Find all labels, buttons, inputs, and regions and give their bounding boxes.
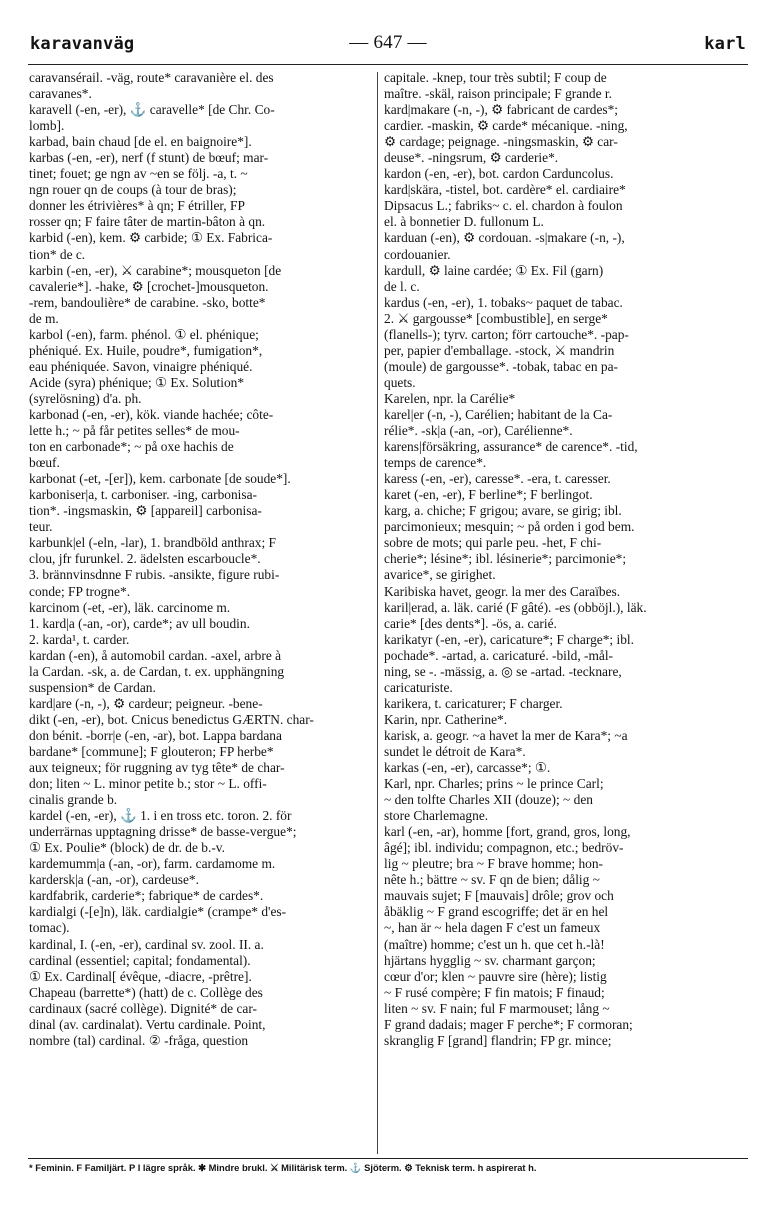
dictionary-line: cardinal (essentiel; capital; fondamental). (29, 952, 251, 968)
dictionary-line: (flanells-); tyrv. carton; förr cartouche*. -pap- (384, 326, 629, 342)
dictionary-line: clou, jfr furunkel. 2. ädelsten escarboucle*. (29, 551, 261, 567)
dictionary-line: skranglig F [grand] flandrin; FP gr. mince; (384, 1032, 612, 1048)
left-column (29, 70, 369, 1156)
right-column (384, 70, 748, 1156)
page-number: — 647 — (349, 32, 427, 53)
dictionary-line: lomb]. (29, 118, 65, 134)
column-divider (377, 72, 378, 1154)
dictionary-line: deuse*. -ningsrum, ⚙ carderie*. (384, 150, 559, 166)
dictionary-line: ⚙ cardage; peignage. -ningsmaskin, ⚙ car- (384, 134, 618, 150)
dictionary-line: dinal (av. cardinalat). Vertu cardinale. Point, (29, 1016, 266, 1032)
abbreviation-legend: * Feminin. F Familjärt. P I lägre språk. ✱ Mindre brukl. ⚔ Militärisk term. ⚓ Sjöterm. ⚙ Teknisk term. h aspirerat h. (29, 1162, 537, 1173)
dictionary-line: 2. ⚔ gargousse* [combustible], en serge* (384, 310, 608, 326)
dictionary-line: cardinaux (sacré collège). Dignité* de car- (29, 1000, 257, 1016)
dictionary-line: -rem, bandoulière* de carabine. -sko, botte* (29, 294, 266, 310)
dictionary-line: 1. kard|a (-an, -or), carde*; av ull boudin. (29, 615, 250, 631)
dictionary-line: tion*. -ingsmaskin, ⚙ [appareil] carbonisa- (29, 503, 262, 519)
dictionary-line: aux teigneux; för ruggning av tyg tête* de char- (29, 760, 285, 776)
dictionary-line: karikatyr (-en, -er), caricature*; F charge*; ibl. (384, 631, 634, 647)
dictionary-line: sundet le détroit de Kara*. (384, 743, 526, 759)
dictionary-line: kardemumm|a (-an, -or), farm. cardamome m. (29, 856, 276, 872)
dictionary-line: rosser qn; F faire tâter de martin-bâton à qn. (29, 214, 266, 230)
dictionary-line: avarice*, se girighet. (384, 567, 496, 583)
dictionary-line: quets. (384, 374, 416, 390)
dictionary-line: kardull, ⚙ laine cardée; ① Ex. Fil (garn) (384, 262, 604, 278)
dictionary-line: caricaturiste. (384, 679, 453, 695)
dictionary-line: kardialgi (-[e]n), läk. cardialgie* (crampe* d'es- (29, 904, 287, 920)
dictionary-line: karbid (-en), kem. ⚙ carbide; ① Ex. Fabrica- (29, 230, 273, 246)
dictionary-line: el. à bonnetier D. fullonum L. (384, 214, 544, 230)
footer-rule (28, 1158, 748, 1159)
dictionary-line: suspension* de Cardan. (29, 679, 156, 695)
dictionary-line: dikt (-en, -er), bot. Cnicus benedictus GÆRTN. char- (29, 711, 314, 727)
dictionary-line: kardon (-en, -er), bot. cardon Carduncolus. (384, 166, 614, 182)
dictionary-line: âgé]; ibl. individu; compagnon, etc.; bedröv- (384, 840, 624, 856)
dictionary-line: store Charlemagne. (384, 808, 489, 824)
dictionary-line: cœur d'or; klen ~ pauvre sire (hère); listig (384, 968, 607, 984)
dictionary-line: kard|skära, -tistel, bot. cardère* el. cardiaire* (384, 182, 626, 198)
dictionary-line: maître. -skäl, raison principale; F grande r. (384, 86, 612, 102)
dictionary-line: carie* [des dents*]. -ös, a. carié. (384, 615, 557, 631)
dictionary-line: karbonad (-en, -er), kök. viande hachée; côte- (29, 406, 274, 422)
dictionary-line: karavell (-en, -er), ⚓ caravelle* [de Chr. Co- (29, 102, 275, 118)
dictionary-line: åbäklig ~ F grand escogriffe; det är en hel (384, 904, 609, 920)
dictionary-line: Karin, npr. Catherine*. (384, 711, 508, 727)
dictionary-line: karel|er (-n, -), Carélien; habitant de la Ca- (384, 406, 613, 422)
dictionary-line: lig ~ pleutre; bra ~ F brave homme; hon- (384, 856, 604, 872)
dictionary-line: tomac). (29, 920, 70, 936)
dictionary-line: Acide (syra) phénique; ① Ex. Solution* (29, 374, 245, 390)
dictionary-line: ① Ex. Cardinal[ évêque, -diacre, -prêtre]. (29, 968, 252, 984)
dictionary-line: karbol (-en), farm. phénol. ① el. phénique; (29, 326, 259, 342)
dictionary-line: 3. brännvinsdnne F rubis. -ansikte, figure rubi- (29, 567, 280, 583)
dictionary-line: karkas (-en, -er), carcasse*; ①. (384, 760, 551, 776)
dictionary-line: kardfabrik, carderie*; fabrique* de cardes*. (29, 888, 264, 904)
dictionary-line: karduan (-en), ⚙ cordouan. -s|makare (-n, -), (384, 230, 625, 246)
dictionary-line: karess (-en, -er), caresse*. -era, t. caresser. (384, 471, 611, 487)
dictionary-line: ning, se -. -mässig, a. ◎ se -artad. -tecknare, (384, 663, 622, 679)
dictionary-line: karbas (-en, -er), nerf (f stunt) de bœuf; mar- (29, 150, 269, 166)
dictionary-line: karbin (-en, -er), ⚔ carabine*; mousqueton [de (29, 262, 282, 278)
dictionary-line: karikera, t. caricaturer; F charger. (384, 695, 563, 711)
dictionary-line: karg, a. chiche; F grigou; avare, se girig; ibl. (384, 503, 622, 519)
dictionary-line: nête h.; bättre ~ sv. F qn de bien; dålig ~ (384, 872, 600, 888)
dictionary-line: F grand dadais; mager F perche*; F cormoran; (384, 1016, 633, 1032)
dictionary-line: lette h.; ~ på får petites selles* de mou- (29, 423, 240, 439)
dictionary-line: cavalerie*]. -hake, ⚙ [crochet-]mousqueton. (29, 278, 269, 294)
dictionary-line: Karibiska havet, geogr. la mer des Caraïbes. (384, 583, 621, 599)
dictionary-line: nombre (tal) cardinal. ② -fråga, question (29, 1032, 249, 1048)
dictionary-line: ngn rouer qn de coups (à tour de bras); (29, 182, 237, 198)
dictionary-line: temps de carence*. (384, 455, 487, 471)
dictionary-line: 2. karda¹, t. carder. (29, 631, 130, 647)
dictionary-line: eau phéniquée. Savon, vinaigre phéniqué. (29, 358, 253, 374)
dictionary-line: kardus (-en, -er), 1. tobaks~ paquet de tabac. (384, 294, 623, 310)
dictionary-line: Karl, npr. Charles; prins ~ le prince Carl; (384, 776, 604, 792)
dictionary-line: cordouanier. (384, 246, 451, 262)
dictionary-line: conde; FP trogne*. (29, 583, 131, 599)
running-head-right: karl (704, 34, 746, 54)
dictionary-line: karens|försäkring, assurance* de carence*. -tid, (384, 439, 638, 455)
dictionary-line: Karelen, npr. la Carélie* (384, 390, 516, 406)
dictionary-line: pochade*. -artad, a. caricaturé. -bild, -mål- (384, 647, 614, 663)
dictionary-line: kardinal, I. (-en, -er), cardinal sv. zool. II. a. (29, 936, 264, 952)
dictionary-line: karil|erad, a. läk. carié (F gâté). -es (obböjl.), läk. (384, 599, 647, 615)
dictionary-line: kardel (-en, -er), ⚓ 1. i en tross etc. toron. 2. för (29, 808, 292, 824)
dictionary-line: caravansérail. -väg, route* caravanière el. des (29, 70, 274, 85)
dictionary-line: tinet; fouet; ge ngn av ~en se följ. -a, t. ~ (29, 166, 248, 182)
dictionary-line: parcimonieux; mesquin; ~ på orden i god bem. (384, 519, 635, 535)
dictionary-line: ~ F rusé compère; F fin matois; F finaud; (384, 984, 605, 1000)
dictionary-line: capitale. -knep, tour très subtil; F coup de (384, 70, 607, 85)
dictionary-line: (syrelösning) d'a. ph. (29, 390, 142, 406)
dictionary-line: bœuf. (29, 455, 60, 471)
dictionary-line: ① Ex. Poulie* (block) de dr. de b.-v. (29, 840, 225, 856)
header-rule (28, 64, 748, 65)
dictionary-line: de m. (29, 310, 59, 326)
dictionary-line: cardier. -maskin, ⚙ carde* mécanique. -ning, (384, 118, 628, 134)
dictionary-line: karbad, bain chaud [de el. en baignoire*]. (29, 134, 252, 150)
dictionary-line: karbonat (-et, -[er]), kem. carbonate [de soude*]. (29, 471, 291, 487)
dictionary-line: la Cardan. -sk, a. de Cardan, t. ex. upphängning (29, 663, 285, 679)
dictionary-line: karet (-en, -er), F berline*; F berlingot. (384, 487, 593, 503)
dictionary-line: mauvais sujet; F [mauvais] drôle; grov och (384, 888, 614, 904)
dictionary-line: sobre de mots; qui parle peu. -het, F chi- (384, 535, 602, 551)
dictionary-line: don; liten ~ L. minor petite b.; stor ~ L. offi- (29, 776, 267, 792)
dictionary-line: underrärnas upptagning drisse* de basse-vergue*; (29, 824, 297, 840)
dictionary-line: ~ den tolfte Charles XII (douze); ~ den (384, 792, 593, 808)
dictionary-line: (maître) homme; c'est un h. que cet h.-là! (384, 936, 605, 952)
dictionary-line: Chapeau (barrette*) (hatt) de c. Collège des (29, 984, 263, 1000)
dictionary-line: Dipsacus L.; fabriks~ c. el. chardon à foulon (384, 198, 623, 214)
dictionary-line: liten ~ sv. F nain; ful F marmouset; lång ~ (384, 1000, 610, 1016)
dictionary-line: kard|are (-n, -), ⚙ cardeur; peigneur. -bene- (29, 695, 263, 711)
dictionary-line: cherie*; lésine*; ibl. lésinerie*; parcimonie*; (384, 551, 627, 567)
dictionary-line: cinalis grande b. (29, 792, 118, 808)
dictionary-line: de l. c. (384, 278, 420, 294)
dictionary-line: don bénit. -borr|e (-en, -ar), bot. Lappa bardana (29, 727, 282, 743)
dictionary-line: donner les étrivières* à qn; F étriller, FP (29, 198, 245, 214)
dictionary-line: ~, han är ~ hela dagen F c'est un fameux (384, 920, 601, 936)
dictionary-line: karl (-en, -ar), homme [fort, grand, gros, long, (384, 824, 631, 840)
dictionary-line: karbunk|el (-eln, -lar), 1. brandböld anthrax; F (29, 535, 276, 551)
dictionary-line: teur. (29, 519, 53, 535)
dictionary-line: caravanes*. (29, 86, 92, 102)
dictionary-line: karboniser|a, t. carboniser. -ing, carbonisa- (29, 487, 258, 503)
dictionary-line: karcinom (-et, -er), läk. carcinome m. (29, 599, 231, 615)
dictionary-line: kard|makare (-n, -), ⚙ fabricant de cardes*; (384, 102, 619, 118)
dictionary-line: karisk, a. geogr. ~a havet la mer de Kara*; ~a (384, 727, 628, 743)
dictionary-line: rélie*. -sk|a (-an, -or), Carélienne*. (384, 423, 573, 439)
dictionary-line: phéniqué. Ex. Huile, poudre*, fumigation*, (29, 342, 263, 358)
dictionary-line: kardan (-en), å automobil cardan. -axel, arbre à (29, 647, 282, 663)
dictionary-line: (moule) de gargousse*. -tobak, tabac en pa- (384, 358, 619, 374)
dictionary-line: ton en carbonade*; ~ på oxe hachis de (29, 439, 234, 455)
dictionary-line: bardane* [commune]; F glouteron; FP herbe* (29, 743, 274, 759)
dictionary-line: kardersk|a (-an, -or), cardeuse*. (29, 872, 199, 888)
dictionary-line: tion* de c. (29, 246, 86, 262)
dictionary-line: per, papier d'emballage. -stock, ⚔ mandrin (384, 342, 615, 358)
running-head-left: karavanväg (30, 34, 135, 54)
dictionary-line: hjärtans hygglig ~ sv. charmant garçon; (384, 952, 596, 968)
